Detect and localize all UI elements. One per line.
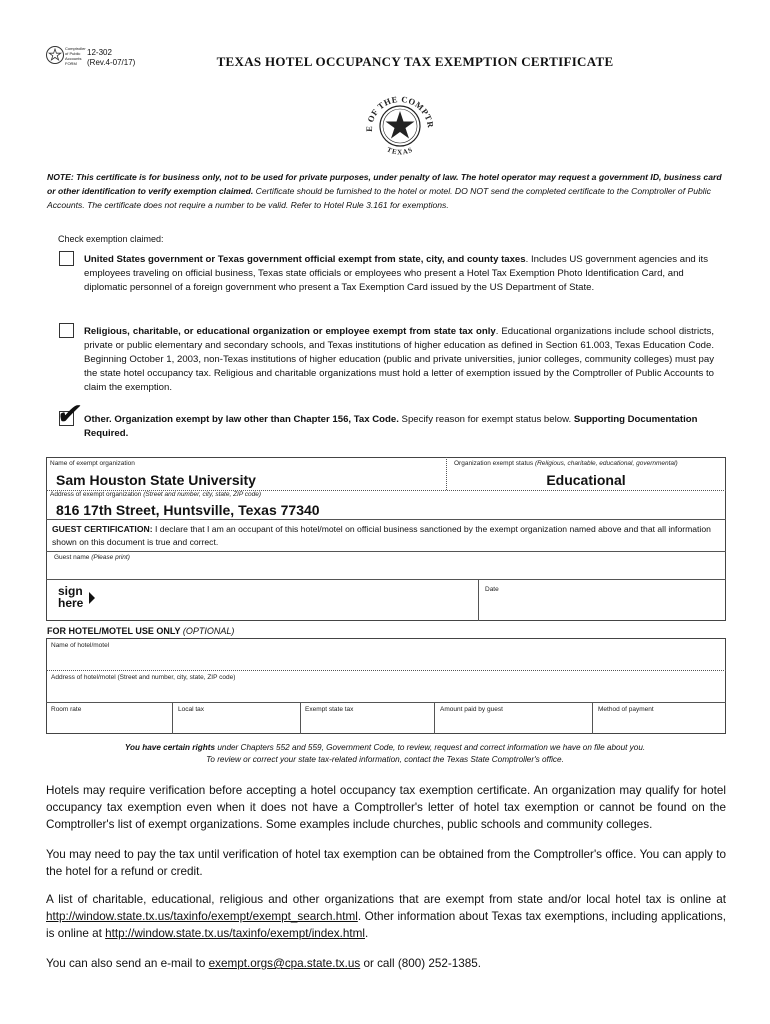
guest-certification [52, 523, 722, 549]
local-tax-input[interactable] [178, 716, 294, 730]
date-label: Date [485, 586, 499, 593]
sign-label: sign [58, 584, 83, 598]
seal-icon [358, 84, 442, 168]
org-address-label [50, 491, 261, 498]
org-status-label [454, 460, 678, 467]
org-name-label: Name of exempt organization [50, 460, 135, 467]
org-address-hint: (Street and number, city, state, ZIP code) [143, 491, 262, 498]
hotel-heading-text: FOR HOTEL/MOTEL USE ONLY [47, 626, 181, 636]
note-paragraph [47, 170, 727, 212]
seal-top-text: E OF THE COMPTR [363, 93, 437, 132]
sign-here-marker [58, 585, 83, 609]
option-us-government [84, 253, 714, 295]
date-field[interactable] [485, 598, 715, 616]
option-other [84, 413, 714, 441]
check-exemption-label: Check exemption claimed: [58, 234, 164, 244]
option-religious-charitable [84, 325, 714, 395]
hotel-name-label: Name of hotel/motel [51, 642, 110, 649]
hotel-name-input[interactable] [51, 652, 721, 666]
guest-cert-title: GUEST CERTIFICATION: [52, 524, 153, 534]
rights-line-1 [0, 742, 770, 754]
checkbox-us-government[interactable] [59, 251, 74, 266]
method-of-payment-label: Method of payment [598, 706, 654, 713]
verification-paragraph: Hotels may require verification before accepting a hotel occupancy tax exemption certificate. An organization may qualify for hotel occupancy tax exemption even when it does not have a Comptroller's letter of hotel tax exemption or cannot be found on the Comptroller's list of exempt organizations. Some examples include churches, public schools and community colleges. [46, 784, 726, 831]
option-other-supporting: Supporting Documentation Required. [84, 414, 698, 439]
guest-name-label [54, 554, 130, 561]
seal-bottom-text: TEXAS [385, 145, 415, 157]
option-other-text: Specify reason for exempt status below. [398, 414, 574, 425]
rights-notice [0, 742, 770, 766]
exempt-state-tax-label: Exempt state tax [305, 706, 354, 713]
contact-text-a: You can also send an e-mail to [46, 957, 209, 970]
note-rest: Certificate should be furnished to the hotel or motel. DO NOT send the completed certificate to the Comptroller of Public Accounts. The certificate does not require a number to be valid. Refer to Hotel Rule 3.161 for exemptions. [47, 186, 711, 210]
org-name-value[interactable]: Sam Houston State University [56, 472, 256, 488]
guest-name-label-text: Guest name [54, 554, 90, 561]
org-address-label-text: Address of exempt organization [50, 491, 142, 498]
room-rate-label: Room rate [51, 706, 82, 713]
rights-line-1-text: under Chapters 552 and 559, Government Code, to review, request and correct information we have on file about you. [215, 743, 646, 752]
form-number: 12-302 [87, 48, 112, 57]
contact-paragraph [46, 955, 726, 972]
exempt-state-tax-input[interactable] [305, 716, 429, 730]
refund-paragraph: You may need to pay the tax until verification of hotel tax exemption can be obtained from the Comptroller's office. You can apply to the hotel for a refund or credit. [46, 848, 726, 878]
contact-text-b: or call (800) 252-1385. [360, 957, 482, 970]
checkbox-religious-charitable[interactable] [59, 323, 74, 338]
org-address-value[interactable]: 816 17th Street, Huntsville, Texas 77340 [56, 502, 320, 518]
page-title: TEXAS HOTEL OCCUPANCY TAX EXEMPTION CERTIFICATE [216, 54, 614, 69]
checkmark-icon: ✔ [54, 398, 86, 431]
hotel-heading-hint: (OPTIONAL) [182, 626, 235, 636]
form-revision: (Rev.4-07/17) [87, 58, 136, 67]
online-list-text-a: A list of charitable, educational, religious and other organizations that are exempt from state and/or local hotel tax is online at [46, 893, 726, 906]
signature-field[interactable] [100, 584, 470, 614]
guest-name-input[interactable] [54, 566, 714, 578]
hotel-address-input[interactable] [51, 684, 721, 698]
amount-paid-input[interactable] [440, 716, 586, 730]
hotel-section-heading [47, 626, 234, 636]
email-link[interactable]: exempt.orgs@cpa.state.tx.us [208, 957, 361, 970]
svg-text:TEXAS [386, 145, 415, 156]
online-list-text-b: . Other information about Texas tax exemptions, including applications, is online at [46, 910, 726, 940]
online-list-text-c: . [364, 927, 369, 940]
org-status-hint: (Religious, charitable, educational, governmental) [534, 460, 678, 467]
sign-arrow-icon [88, 591, 96, 610]
org-status-value[interactable]: Educational [546, 472, 626, 488]
guest-name-hint: (Please print) [91, 554, 130, 561]
note-bold: NOTE: This certificate is for business only, not to be used for private purposes, under penalty of law. The hotel operator may request a government ID, business card or other identification to verify exemption claimed. [47, 172, 722, 196]
comptroller-logo-text: Comptroller of Public Accounts FORM [65, 46, 86, 66]
here-label: here [58, 596, 84, 610]
local-tax-label: Local tax [178, 706, 205, 713]
rights-bold: You have certain rights [124, 743, 216, 752]
option-other-title: Other. Organization exempt by law other than Chapter 156, Tax Code. [84, 414, 399, 425]
org-status-label-text: Organization exempt status [454, 460, 534, 467]
option-us-government-text: . Includes US government agencies and its employees traveling on official business, Texas state officials or employees who present a Hotel Tax Exemption Photo Identification Card, and diplomatic personnel of a foreign government who present a Tax Exemption Card issued by the US Department of State. [84, 254, 708, 293]
online-list-paragraph [46, 891, 726, 942]
option-religious-title: Religious, charitable, or educational organization or employee exempt from state tax only [84, 326, 496, 337]
room-rate-input[interactable] [51, 716, 167, 730]
method-of-payment-input[interactable] [598, 716, 720, 730]
option-religious-text: . Educational organizations include school districts, private or public elementary and secondary schools, and Texas institutions of higher education as defined in Section 61.003, Texas Education Code. Beginning October 1, 2003, non-Texas institutions of higher education (public and private universities, junior colleges, community colleges) must pay the state hotel occupancy tax. Religious and charitable organizations must hold a letter of exemption issued by the Comptroller of Public Accounts to claim the exemption. [84, 326, 714, 393]
amount-paid-label: Amount paid by guest [440, 706, 503, 713]
hotel-address-label: Address of hotel/motel (Street and number, city, state, ZIP code) [51, 674, 236, 681]
comptroller-seal [358, 84, 442, 168]
exempt-search-link[interactable]: http://window.state.tx.us/taxinfo/exempt/exempt_search.html [46, 910, 358, 923]
rights-line-2: To review or correct your state tax-related information, contact the Texas State Comptroller's office. [206, 755, 564, 764]
option-us-government-title: United States government or Texas government official exempt from state, city, and county taxes [84, 254, 526, 265]
exempt-index-link[interactable]: http://window.state.tx.us/taxinfo/exempt/index.html [105, 927, 365, 940]
guest-cert-text: I declare that I am an occupant of this hotel/motel on official business sanctioned by the exempt organization named above and that all information shown on this document is true and correct. [52, 524, 711, 547]
